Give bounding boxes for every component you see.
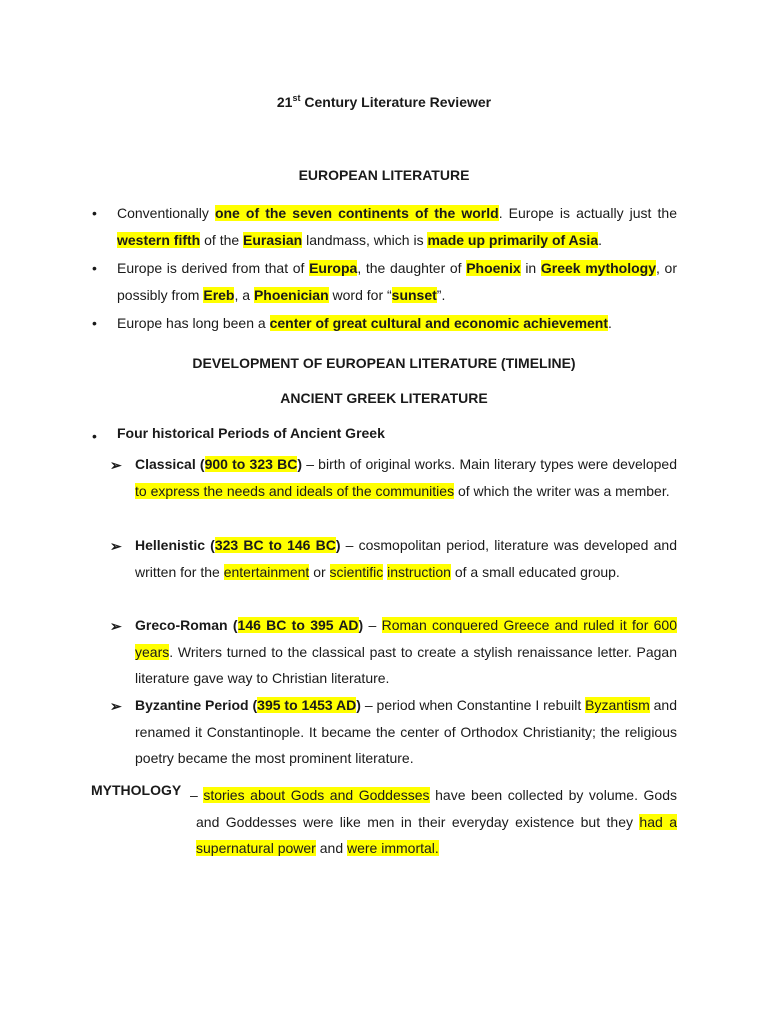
highlight: entertainment <box>223 563 310 580</box>
bullet-icon: • <box>92 260 97 276</box>
highlight: Byzantism <box>585 697 650 713</box>
bullet-icon: • <box>92 205 97 221</box>
bullet-icon: • <box>92 428 97 444</box>
heading-european-literature: EUROPEAN LITERATURE <box>298 167 470 183</box>
text: Conventionally <box>117 205 215 221</box>
period-range: 395 to 1453 AD <box>257 697 357 713</box>
highlight: one of the seven continents of the world <box>214 205 499 221</box>
highlight: stories about Gods and Goddesses <box>203 787 430 803</box>
text: or <box>309 563 330 580</box>
period-name: Classical ( <box>135 456 205 472</box>
text: ) <box>297 456 302 472</box>
text: – birth of original works. Main literary types were developed <box>302 456 678 472</box>
text: , the daughter of <box>357 260 467 276</box>
highlight: sunset <box>391 286 437 303</box>
highlight: had a supernatural power <box>196 813 677 856</box>
arrow-bullet-icon: ➢ <box>110 538 122 554</box>
period-name: Hellenistic ( <box>135 537 215 553</box>
heading-development: DEVELOPMENT OF EUROPEAN LITERATURE (TIMELINE) <box>192 355 576 371</box>
arrow-bullet-icon: ➢ <box>110 618 122 634</box>
text: , a <box>234 286 254 303</box>
period-byzantine <box>135 692 677 772</box>
title-text: Century Literature Reviewer <box>300 94 492 110</box>
document-title <box>0 94 768 110</box>
text: and renamed it Constantinople. It became the center of Orthodox Christianity; the religious poetry became the most prominent literature. <box>135 697 678 766</box>
text: of which the writer was a member. <box>454 482 670 499</box>
highlight: Roman conquered Greece and ruled it for 600 years <box>135 617 678 660</box>
highlight: instruction <box>387 563 451 580</box>
highlight: Greek mythology <box>540 260 656 276</box>
highlight: Ereb <box>203 286 235 303</box>
highlight: western fifth <box>117 231 201 248</box>
text: landmass, which is <box>302 231 428 248</box>
text: of a small educated group. <box>450 563 620 580</box>
highlight: made up primarily of Asia <box>427 231 599 248</box>
highlight: to express the needs and ideals of the communities <box>135 482 455 499</box>
highlight: Phoenician <box>253 286 329 303</box>
text: . Europe is actually just the <box>498 205 677 221</box>
paragraph-etymology <box>117 255 677 308</box>
text: have been collected by volume. Gods and Goddesses were like men in their everyday existence but they <box>196 787 677 830</box>
text: ) <box>356 697 361 713</box>
highlight: Europa <box>309 260 358 276</box>
arrow-bullet-icon: ➢ <box>110 457 122 473</box>
period-greco-roman <box>135 612 677 692</box>
text: . <box>608 315 612 331</box>
title-superscript: st <box>292 93 301 103</box>
highlight: Eurasian <box>243 231 303 248</box>
text: in <box>520 260 541 276</box>
text: – <box>190 787 204 803</box>
title-number: 21 <box>276 94 293 110</box>
text: and <box>315 840 347 856</box>
text: ”. <box>436 286 446 303</box>
paragraph-continents <box>117 200 677 253</box>
period-range: 146 BC to 395 AD <box>237 617 359 633</box>
highlight: Phoenix <box>466 260 521 276</box>
heading-ancient-greek: ANCIENT GREEK LITERATURE <box>280 390 488 406</box>
highlight: scientific <box>329 563 384 580</box>
text: Europe is derived from that of <box>117 260 310 276</box>
text: word for “ <box>328 286 392 303</box>
period-range: 323 BC to 146 BC <box>214 537 336 553</box>
text: . <box>598 231 602 248</box>
mythology-definition <box>190 782 677 862</box>
text: . Writers turned to the classical past to create a stylish renaissance letter. Pagan literature gave way to Christian literature. <box>135 643 677 686</box>
period-range: 900 to 323 BC <box>204 456 298 472</box>
highlight: were immortal. <box>347 840 439 856</box>
text: of the <box>200 231 244 248</box>
text: ) <box>335 537 341 553</box>
four-periods-heading: Four historical Periods of Ancient Greek <box>117 425 385 441</box>
period-hellenistic <box>135 532 677 585</box>
text: Europe has long been a <box>117 315 270 331</box>
text: – <box>363 617 382 633</box>
highlight: center of great cultural and economic achievement <box>269 315 609 331</box>
period-name: Greco-Roman ( <box>135 617 238 633</box>
period-name: Byzantine Period ( <box>135 697 258 713</box>
period-classical <box>135 451 677 504</box>
text: ) <box>358 617 364 633</box>
text: – period when Constantine I rebuilt <box>360 697 586 713</box>
bullet-icon: • <box>92 315 97 331</box>
text: , or possibly from <box>117 260 677 303</box>
paragraph-achievement <box>117 310 677 337</box>
mythology-label: MYTHOLOGY <box>91 782 182 798</box>
text: – cosmopolitan period, literature was developed and written for the <box>135 537 677 580</box>
arrow-bullet-icon: ➢ <box>110 698 122 714</box>
